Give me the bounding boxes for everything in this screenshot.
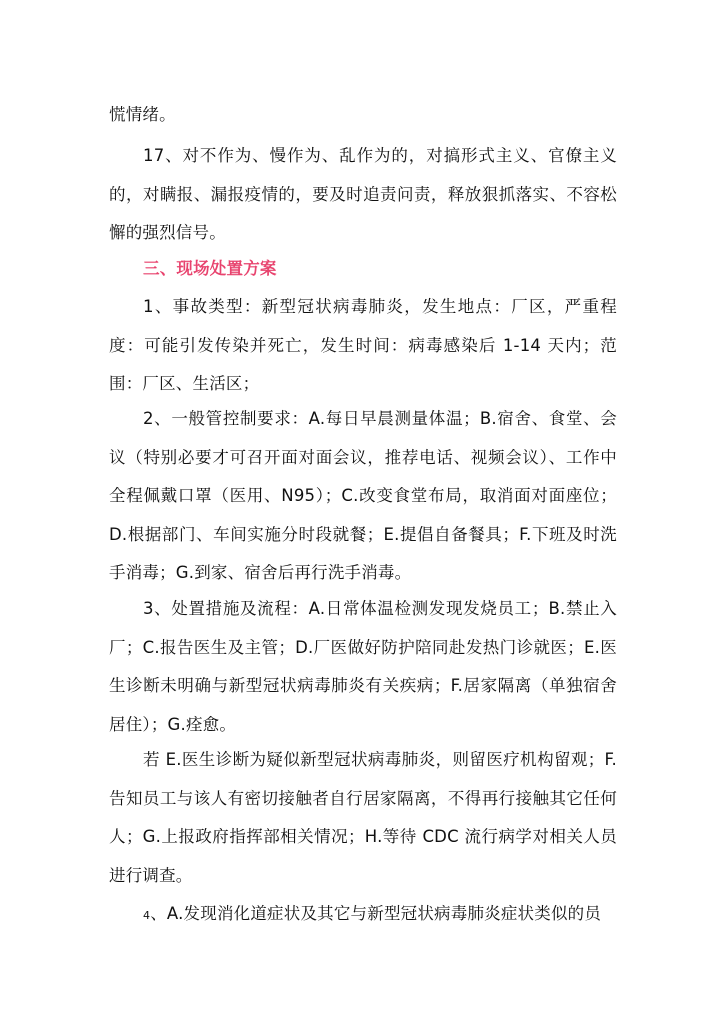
section-heading: 三、现场处置方案 (143, 259, 277, 278)
paragraph-item-1: 1、事故类型：新型冠状病毒肺炎，发生地点：厂区，严重程度：可能引发传染并死亡，发生时间：病毒感染后 1-14 天内；范围：厂区、生活区； (109, 297, 617, 393)
item-separator: 、 (150, 904, 167, 923)
paragraph-item-2: 2、一般管控制要求：A.每日早晨测量体温；B.宿舍、食堂、会议（特别必要才可召开面对面会议，推荐电话、视频会议）、工作中全程佩戴口罩（医用、N95）；C.改变食堂布局，取消面对面座位；D.根据部门、车间实施分时段就餐；E.提倡自备餐具；F.下班及时洗手消毒；G.到家、宿舍后再行洗手消毒。 (109, 409, 617, 582)
paragraph-suspected-case: 若 E.医生诊断为疑似新型冠状病毒肺炎，则留医疗机构留观；F.告知员工与该人有密切接触者自行居家隔离，不得再行接触其它任何人；G.上报政府指挥部相关情况；H.等待 CDC 流行病学对相关人员进行调查。 (109, 750, 617, 885)
paragraph-item-4 (109, 895, 617, 936)
paragraph-item-17: 17、对不作为、慢作为、乱作为的，对搞形式主义、官僚主义的，对瞒报、漏报疫情的，要及时追责问责，释放狠抓落实、不容松懈的强烈信号。 (109, 146, 617, 242)
paragraph-continuation: 慌情绪。 (109, 105, 176, 124)
paragraph-item-3: 3、处置措施及流程：A.日常体温检测发现发烧员工；B.禁止入厂；C.报告医生及主管；D.厂医做好防护陪同赴发热门诊就医；E.医生诊断未明确与新型冠状病毒肺炎有关疾病；F.居家隔离（单独宿舍居住）；G.痊愈。 (109, 599, 617, 734)
item-text: A.发现消化道症状及其它与新型冠状病毒肺炎症状类似的员 (166, 904, 602, 923)
item-number: 4 (143, 909, 151, 922)
